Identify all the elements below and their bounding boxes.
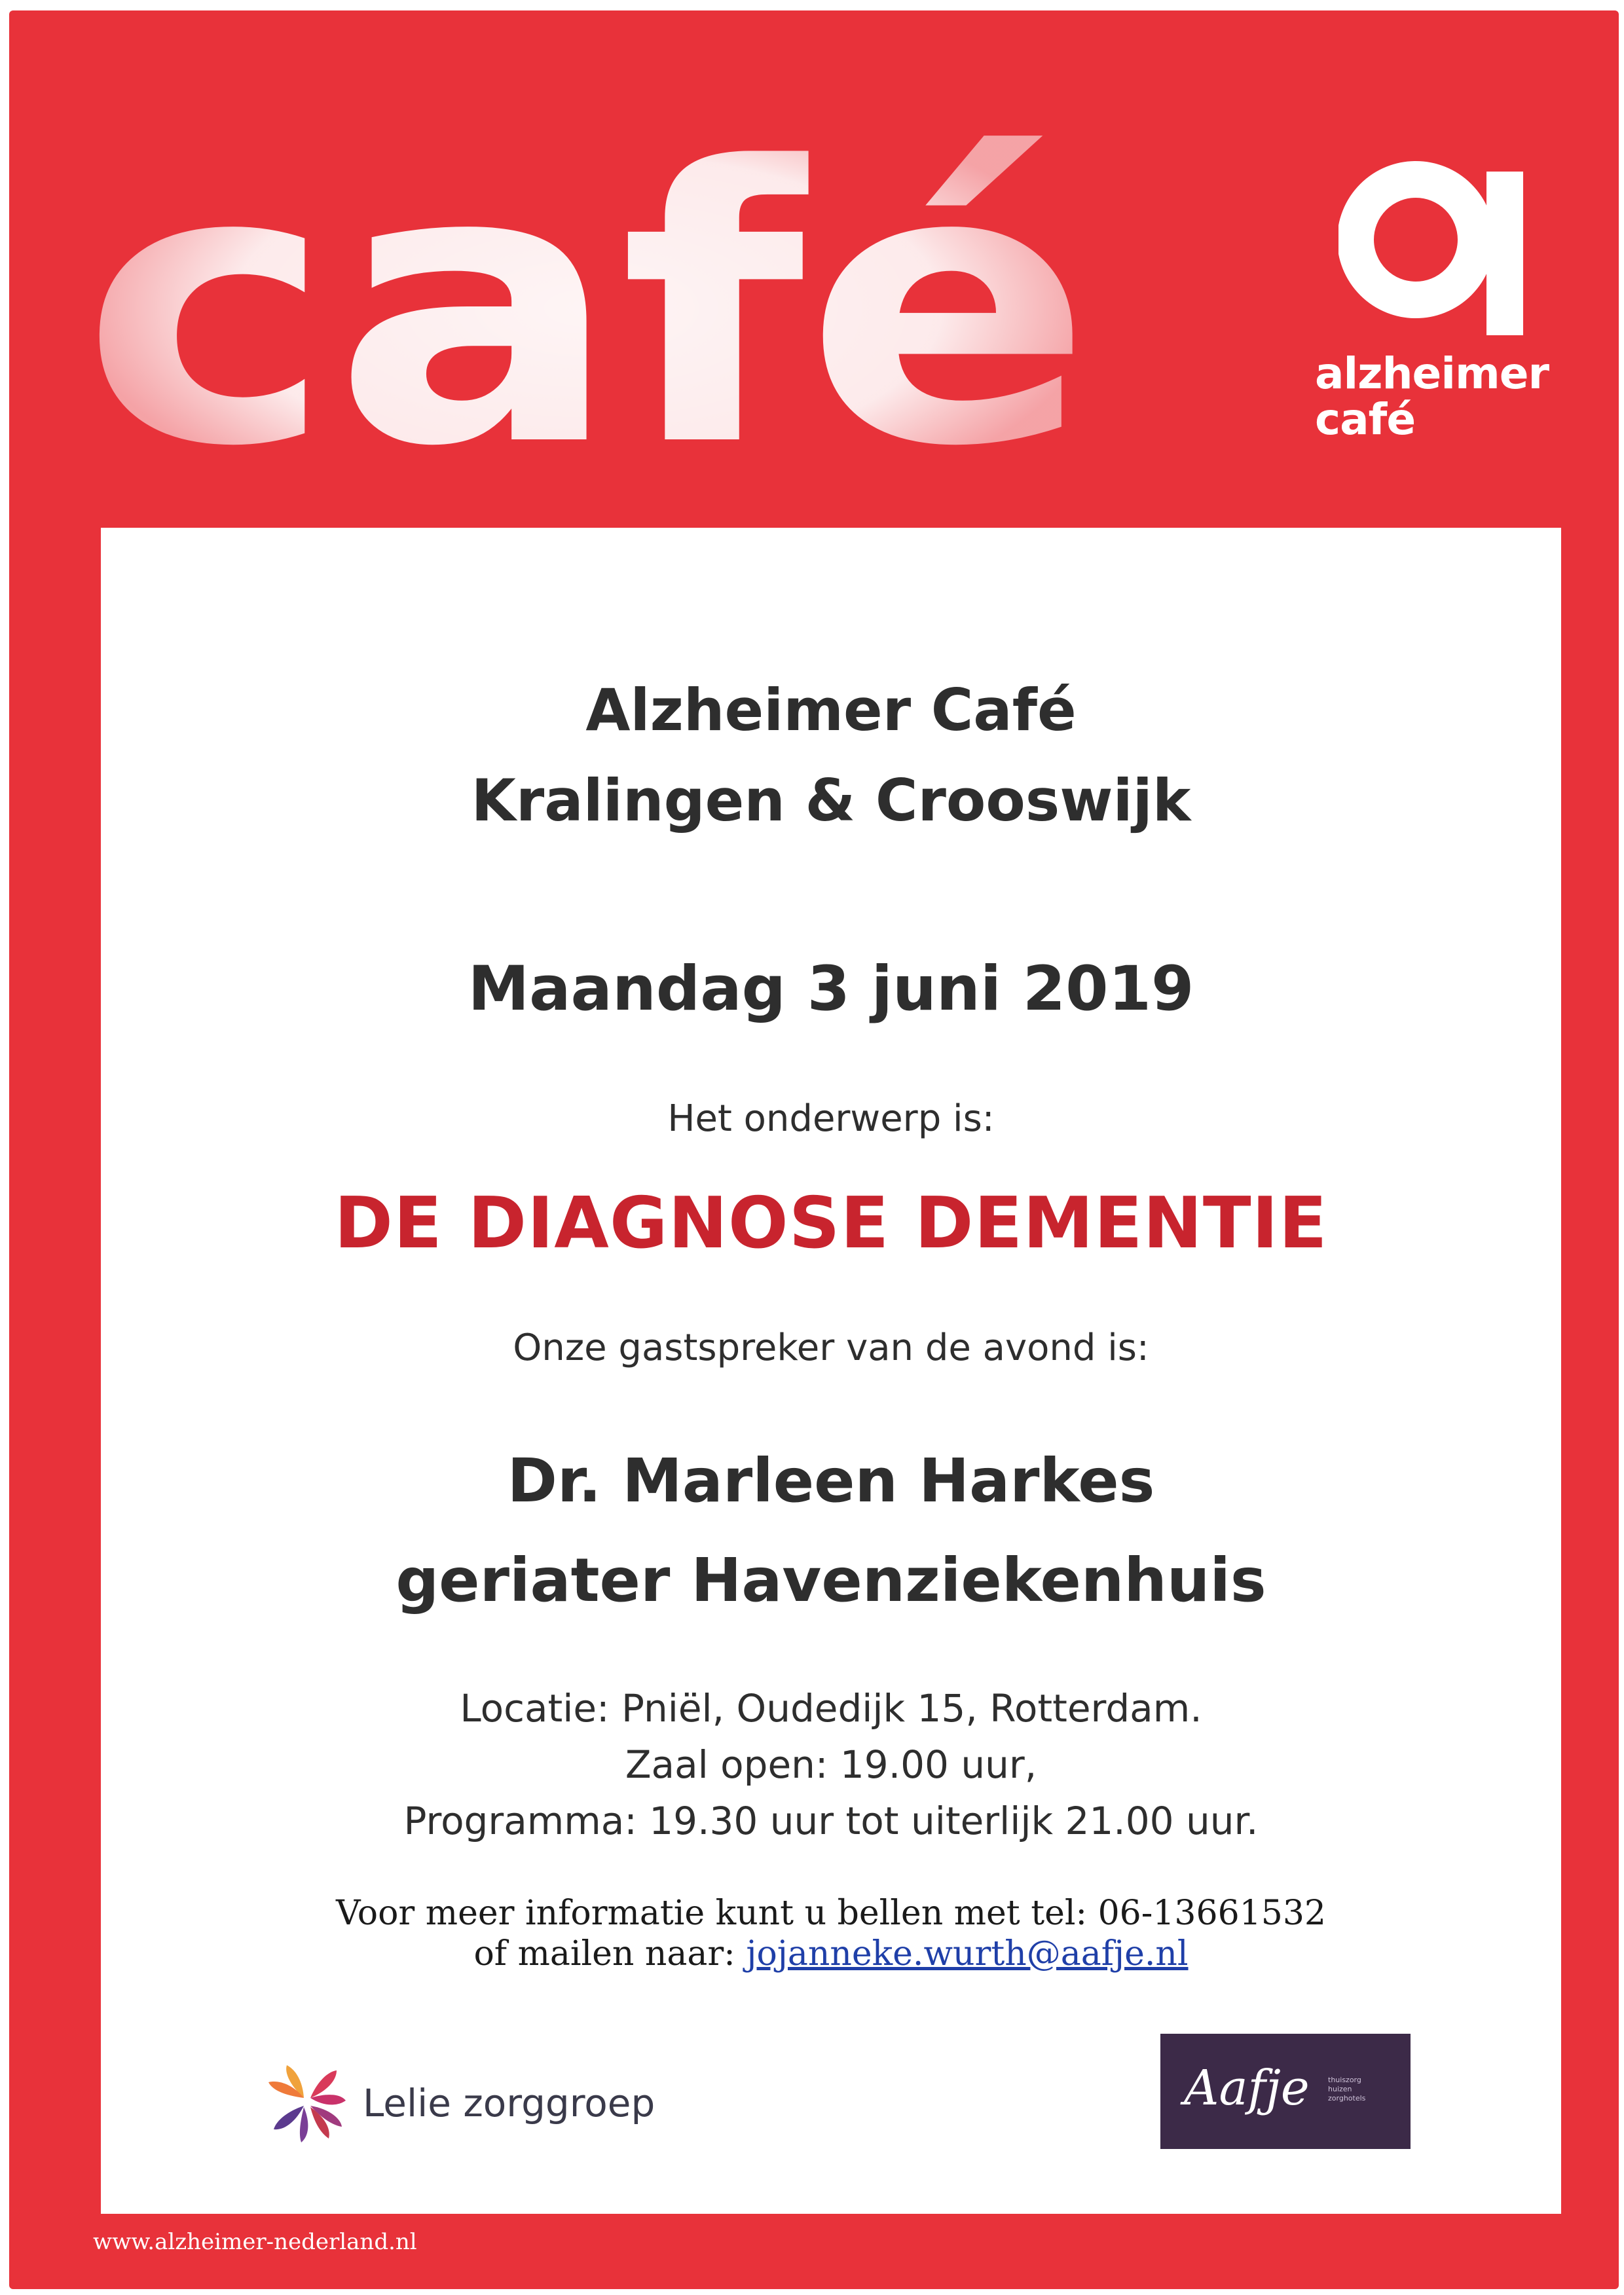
contact-email-prefix: of mailen naar: [473, 1934, 735, 1974]
cafe-wordmark [81, 96, 1103, 475]
header [9, 10, 1619, 528]
aafje-tagline [1328, 2076, 1400, 2103]
doors-line: Zaal open: 19.00 uur, [625, 1742, 1037, 1787]
logo-line-1: alzheimer [1315, 348, 1549, 399]
logo-line-2: café [1315, 394, 1416, 445]
event-date: Maandag 3 juni 2019 [468, 953, 1194, 1025]
event-title-line-2: Kralingen & Crooswijk [471, 767, 1191, 834]
cafe-word: café [81, 96, 1093, 475]
speaker-block [101, 1431, 1561, 1630]
speaker-role: geriater Havenziekenhuis [396, 1545, 1266, 1615]
contact-email-link[interactable]: jojanneke.wurth@aafje.nl [746, 1934, 1189, 1974]
lelie-logo [265, 2060, 690, 2152]
aafje-name: Aafje [1184, 2060, 1310, 2116]
footer-url: www.alzheimer-nederland.nl [93, 2229, 417, 2255]
event-title [101, 665, 1561, 846]
content-panel [101, 528, 1561, 2214]
speaker-name: Dr. Marleen Harkes [507, 1446, 1155, 1516]
aafje-tag-2: huizen [1328, 2085, 1352, 2093]
aafje-tag-3: zorghotels [1328, 2094, 1366, 2102]
red-frame [9, 10, 1619, 2289]
event-details [101, 1680, 1561, 1849]
program-line: Programma: 19.30 uur tot uiterlijk 21.00 uur. [403, 1799, 1259, 1843]
contact-email-line [101, 1934, 1561, 1974]
alzheimer-logo-mark [1338, 148, 1535, 338]
alzheimer-logo-text [1315, 348, 1596, 445]
topic-heading: DE DIAGNOSE DEMENTIE [334, 1183, 1328, 1264]
contact-phone-line: Voor meer informatie kunt u bellen met tel: 06-13661532 [335, 1894, 1326, 1933]
topic-label: Het onderwerp is: [667, 1097, 995, 1140]
contact-block [101, 1893, 1561, 1974]
location-line: Locatie: Pniël, Oudedijk 15, Rotterdam. [460, 1686, 1202, 1731]
speaker-label: Onze gastspreker van de avond is: [513, 1327, 1149, 1369]
event-title-line-1: Alzheimer Café [585, 676, 1077, 744]
lelie-flower-icon [265, 2060, 350, 2145]
lelie-name: Lelie zorggroep [363, 2081, 655, 2125]
aafje-tag-1: thuiszorg [1328, 2076, 1361, 2084]
aafje-logo [1160, 2034, 1411, 2149]
